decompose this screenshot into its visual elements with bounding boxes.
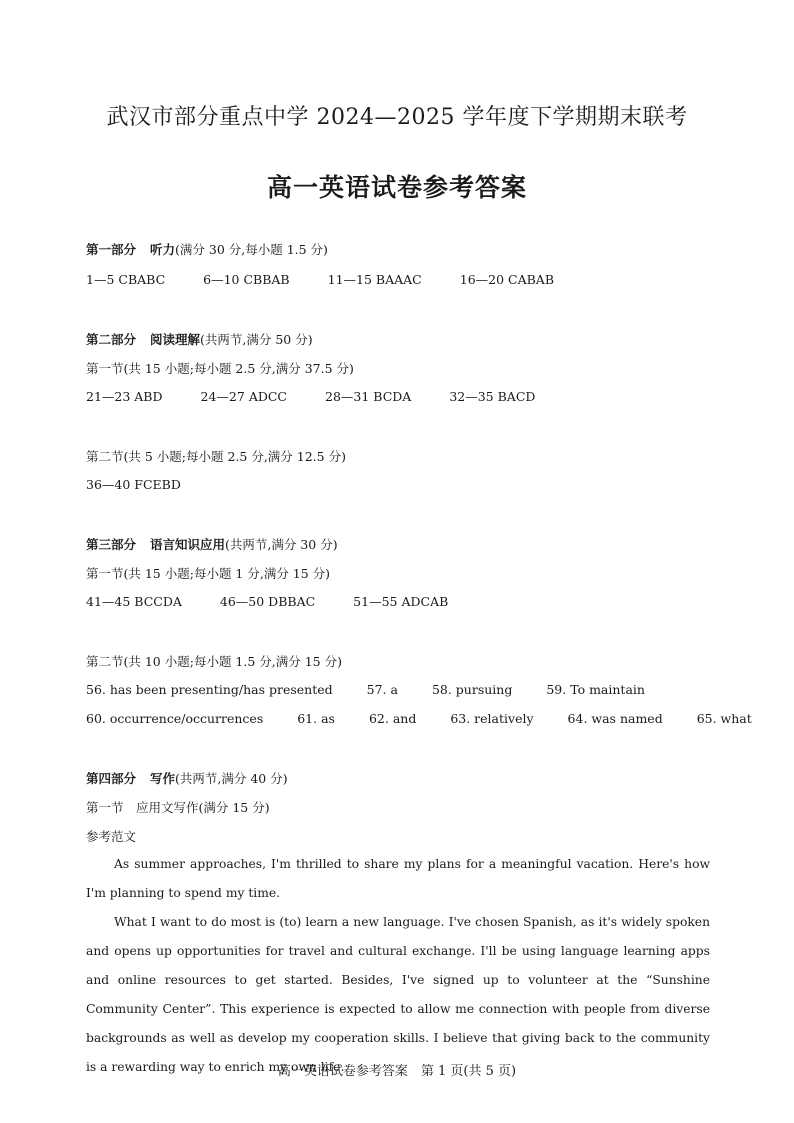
fill-answer: 58. pursuing xyxy=(431,682,513,697)
part3-title: 第三部分 xyxy=(86,537,137,552)
part3-section2-row1 xyxy=(86,682,645,697)
part1-name: 听力 xyxy=(150,242,176,257)
part2-name: 阅读理解 xyxy=(150,332,201,347)
part4-heading xyxy=(86,769,288,787)
answer-group: 1—5 CBABC xyxy=(86,272,166,287)
page-footer: 高一英语试卷参考答案 第 1 页(共 5 页) xyxy=(277,1064,517,1079)
part2-section1-answers xyxy=(86,389,535,404)
answer-group: 41—45 BCCDA xyxy=(86,594,182,609)
exam-title: 武汉市部分重点中学 2024—2025 学年度下学期期末联考 xyxy=(106,105,688,130)
part2-section2-answers xyxy=(86,477,181,492)
fill-answer: 65. what xyxy=(696,711,752,726)
part1-title: 第一部分 xyxy=(86,242,137,257)
answer-group: 28—31 BCDA xyxy=(325,389,412,404)
part1-heading xyxy=(86,240,328,258)
part3-section1-desc: 第一节(共 15 小题;每小题 1 分,满分 15 分) xyxy=(86,566,331,581)
sample-essay-label: 参考范文 xyxy=(86,829,137,844)
part3-section2-row2 xyxy=(86,711,752,726)
answer-group: 46—50 DBBAC xyxy=(219,594,316,609)
part3-section2-desc: 第二节(共 10 小题;每小题 1.5 分,满分 15 分) xyxy=(86,654,342,669)
part4-title: 第四部分 xyxy=(86,771,137,786)
part1-desc: (满分 30 分,每小题 1.5 分) xyxy=(175,242,328,257)
fill-answer: 57. a xyxy=(366,682,398,697)
part3-name: 语言知识应用 xyxy=(150,537,226,552)
essay-paragraph: As summer approaches, I'm thrilled to share my plans for a meaningful vacation. Here's how I'm planning to spend my time. xyxy=(86,857,710,900)
part3-section1-answers xyxy=(86,594,448,609)
fill-answer: 61. as xyxy=(297,711,335,726)
part1-answers xyxy=(86,272,554,287)
answer-group: 32—35 BACD xyxy=(449,389,536,404)
fill-answer: 59. To maintain xyxy=(546,682,645,697)
answer-group: 6—10 CBBAB xyxy=(203,272,290,287)
part4-section1-desc: 第一节 应用文写作(满分 15 分) xyxy=(86,800,270,815)
answer-group: 36—40 FCEBD xyxy=(86,477,181,492)
answer-group: 16—20 CABAB xyxy=(459,272,555,287)
essay-paragraph: What I want to do most is (to) learn a new language. I've chosen Spanish, as it's widely spoken and opens up opportunities for travel and cultural exchange. I'll be using language learning apps and online resources to get started. Besides, I've signed up to volunteer at the “Sunshine Community Center”. This experience is expected to allow me connection with people from diverse backgrounds as well as develop my cooperation skills. I believe that giving back to the community is a rewarding way to enrich my own life. xyxy=(86,915,710,1074)
fill-answer: 56. has been presenting/has presented xyxy=(86,682,333,697)
part2-section1-desc: 第一节(共 15 小题;每小题 2.5 分,满分 37.5 分) xyxy=(86,361,354,376)
fill-answer: 63. relatively xyxy=(450,711,534,726)
answer-group: 11—15 BAAAC xyxy=(327,272,422,287)
answer-group: 21—23 ABD xyxy=(86,389,163,404)
fill-answer: 60. occurrence/occurrences xyxy=(86,711,264,726)
part2-heading xyxy=(86,330,313,348)
answer-group: 24—27 ADCC xyxy=(200,389,287,404)
fill-answer: 64. was named xyxy=(567,711,663,726)
part4-desc: (共两节,满分 40 分) xyxy=(175,771,288,786)
part4-name: 写作 xyxy=(150,771,176,786)
part3-heading xyxy=(86,535,338,553)
part2-desc: (共两节,满分 50 分) xyxy=(200,332,313,347)
fill-answer: 62. and xyxy=(368,711,417,726)
part2-section2-desc: 第二节(共 5 小题;每小题 2.5 分,满分 12.5 分) xyxy=(86,449,346,464)
part3-desc: (共两节,满分 30 分) xyxy=(225,537,338,552)
answer-key-title: 高一英语试卷参考答案 xyxy=(266,173,527,202)
answer-group: 51—55 ADCAB xyxy=(353,594,449,609)
part2-title: 第二部分 xyxy=(86,332,137,347)
